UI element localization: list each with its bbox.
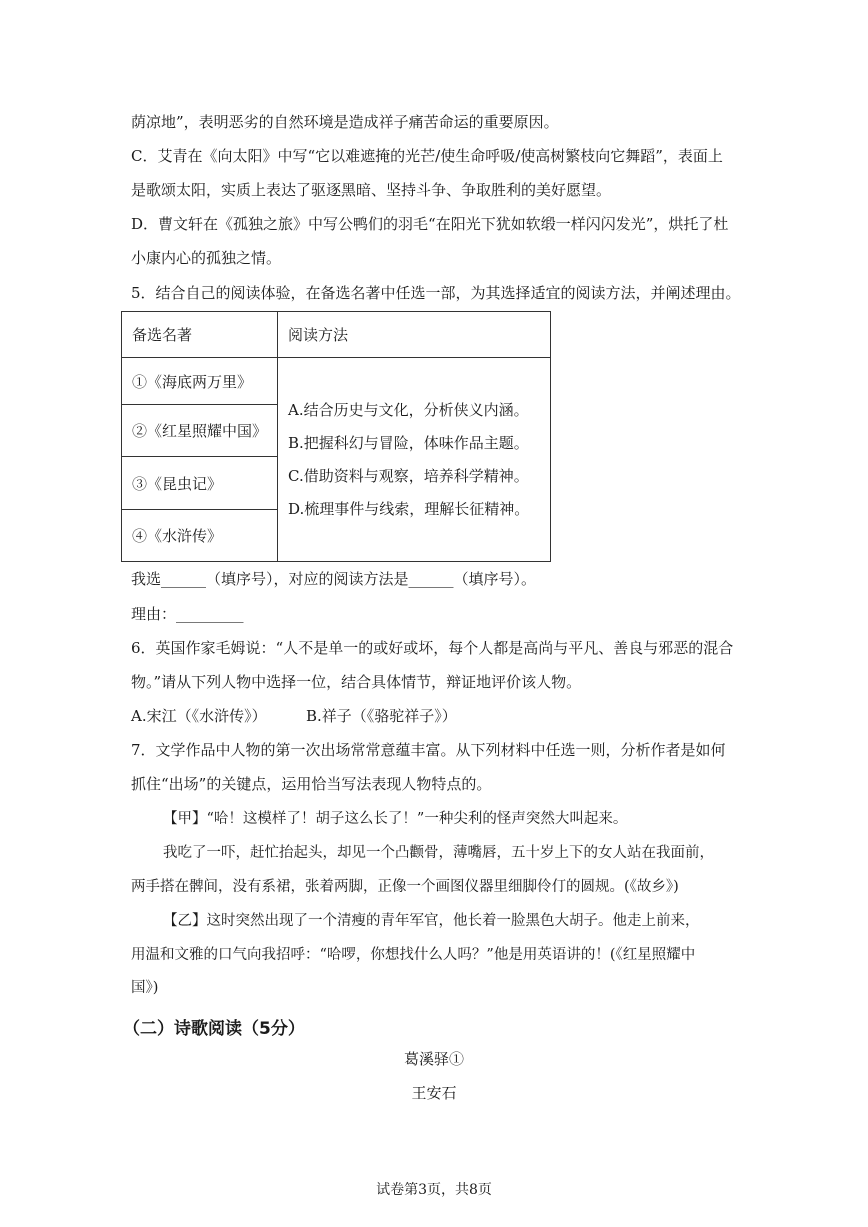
passage-yi: 用温和文雅的口气向我招呼：“哈啰，你想找什么人吗？”他是用英语讲的！(《红星照耀中 — [131, 947, 696, 963]
question-6: 6．英国作家毛姆说：“人不是单一的或好或坏，每个人都是高尚与平凡、善良与邪恶的混合 — [131, 639, 734, 657]
method-item: C.借助资料与观察，培养科学精神。 — [288, 466, 529, 485]
book-item: ②《红星照耀中国》 — [122, 405, 278, 457]
method-item: B.把握科幻与冒险，体味作品主题。 — [288, 433, 529, 452]
table-header-book: 备选名著 — [122, 312, 278, 358]
reason-line: 理由：_________ — [131, 605, 244, 623]
book-item: ①《海底两万里》 — [122, 358, 278, 405]
poem-title: 葛溪驿① — [403, 1050, 464, 1068]
reading-method-table — [121, 311, 551, 562]
method-item: D.梳理事件与线索，理解长征精神。 — [288, 499, 530, 518]
option-c: C．艾青在《向太阳》中写“它以难遮掩的光芒/使生命呼吸/使高树繁枝向它舞蹈”，表面上 — [131, 147, 723, 165]
passage-yi: 国》) — [131, 980, 159, 996]
poem-author: 王安石 — [411, 1084, 457, 1102]
text-line: 物。”请从下列人物中选择一位，结合具体情节，辩证地评价该人物。 — [131, 673, 582, 691]
page-footer: 试卷第3页，共8页 — [376, 1182, 492, 1198]
q6-option-b: B.祥子（《骆驼祥子》） — [306, 707, 457, 725]
passage-jia: 我吃了一吓，赶忙抬起头，却见一个凸颧骨，薄嘴唇，五十岁上下的女人站在我面前， — [163, 845, 714, 861]
passage-jia: 【甲】“哈！这模样了！胡子这么长了！”一种尖利的怪声突然大叫起来。 — [163, 811, 628, 827]
option-d: D．曹文轩在《孤独之旅》中写公鸭们的羽毛“在阳光下犹如软缎一样闪闪发光”，烘托了杜 — [131, 215, 729, 233]
book-item: ③《昆虫记》 — [122, 457, 278, 510]
text-line: 小康内心的孤独之情。 — [131, 249, 282, 267]
book-item: ④《水浒传》 — [122, 510, 278, 562]
text-line: 抓住“出场”的关键点，运用恰当写法表现人物特点的。 — [131, 775, 492, 793]
question-5: 5．结合自己的阅读体验，在备选名著中任选一部，为其选择适宜的阅读方法，并阐述理由。 — [131, 284, 741, 302]
question-7: 7．文学作品中人物的第一次出场常常意蕴丰富。从下列材料中任选一则，分析作者是如何 — [131, 741, 726, 759]
text-line: 是歌颂太阳，实质上表达了驱逐黑暗、坚持斗争、争取胜利的美好愿望。 — [131, 181, 612, 199]
method-list — [278, 358, 551, 562]
table-header-method: 阅读方法 — [278, 312, 551, 358]
passage-jia: 两手搭在髀间，没有系裙，张着两脚，正像一个画图仪器里细脚伶仃的圆规。(《故乡》) — [131, 879, 679, 895]
answer-choice-line: 我选______（填序号），对应的阅读方法是______（填序号）。 — [131, 570, 537, 588]
text-line: 荫凉地”，表明恶劣的自然环境是造成祥子痛苦命运的重要原因。 — [131, 113, 559, 131]
section-heading: （二）诗歌阅读（5分） — [123, 1019, 305, 1039]
q6-option-a: A.宋江（《水浒传》） — [131, 707, 267, 725]
passage-yi: 【乙】这时突然出现了一个清瘦的青年军官，他长着一脸黑色大胡子。他走上前来， — [163, 913, 700, 929]
method-item: A.结合历史与文化，分析侠义内涵。 — [288, 400, 529, 419]
